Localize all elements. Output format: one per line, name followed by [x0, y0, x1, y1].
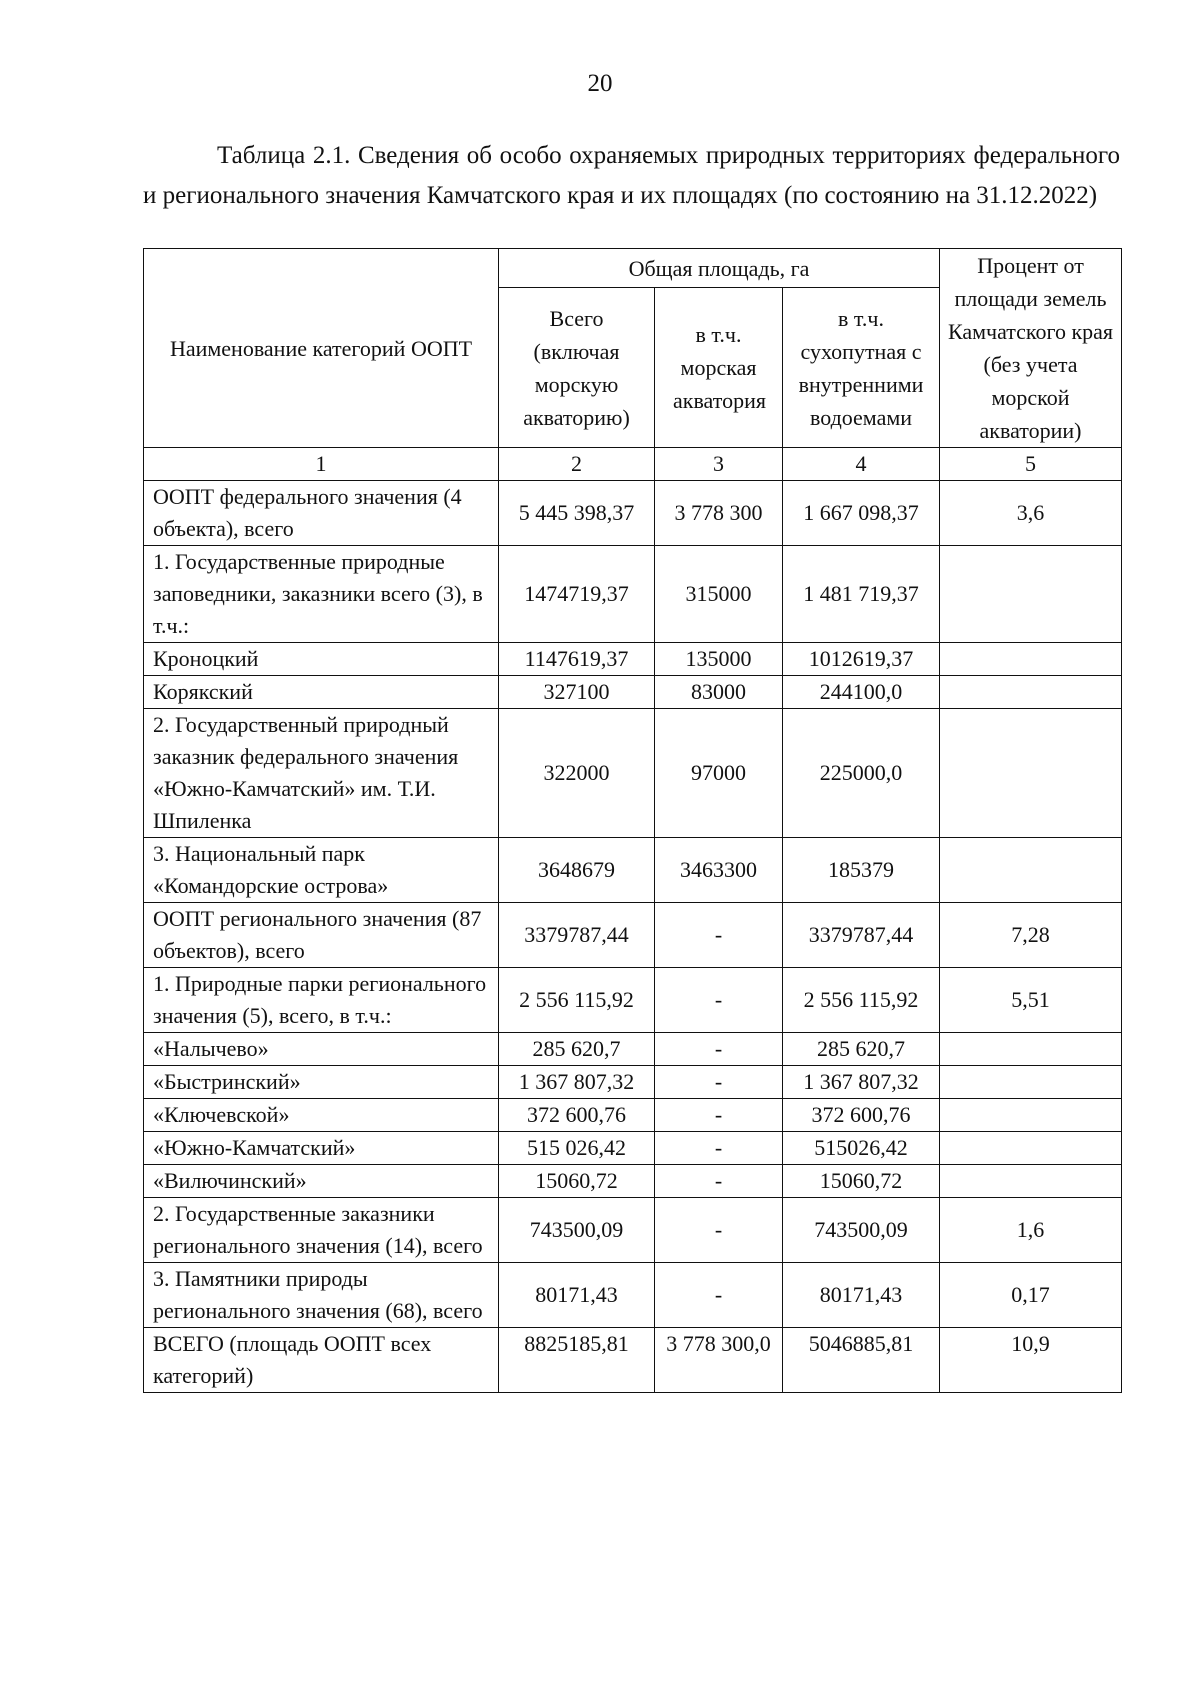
- row-marine: 3463300: [655, 838, 783, 903]
- row-land: 185379: [783, 838, 940, 903]
- row-percent: [940, 1033, 1122, 1066]
- table-row: [144, 546, 1122, 643]
- row-percent: 1,6: [940, 1198, 1122, 1263]
- column-number: 2: [499, 448, 655, 481]
- row-percent: [940, 1066, 1122, 1099]
- row-land: 3379787,44: [783, 903, 940, 968]
- row-percent: [940, 1132, 1122, 1165]
- row-total: 322000: [499, 709, 655, 838]
- table-row: [144, 481, 1122, 546]
- row-land: 1012619,37: [783, 643, 940, 676]
- row-name: «Южно-Камчатский»: [144, 1132, 499, 1165]
- header-area-land: в т.ч. сухопутная с внутренними водоемами: [783, 288, 940, 448]
- row-marine: -: [655, 1066, 783, 1099]
- row-name: 3. Национальный парк «Командорские острова»: [144, 838, 499, 903]
- row-total: 743500,09: [499, 1198, 655, 1263]
- row-land: 515026,42: [783, 1132, 940, 1165]
- row-land: 80171,43: [783, 1263, 940, 1328]
- column-number: 4: [783, 448, 940, 481]
- row-marine: -: [655, 1132, 783, 1165]
- page-number: 20: [587, 70, 613, 97]
- table-row: [144, 1033, 1122, 1066]
- table-row: [144, 968, 1122, 1033]
- row-name: Корякский: [144, 676, 499, 709]
- row-name: Кроноцкий: [144, 643, 499, 676]
- row-marine: 97000: [655, 709, 783, 838]
- row-percent: 10,9: [940, 1328, 1122, 1393]
- row-total: 515 026,42: [499, 1132, 655, 1165]
- row-marine: -: [655, 1033, 783, 1066]
- header-category-name: Наименование категорий ООПТ: [144, 249, 499, 448]
- row-marine: 3 778 300,0: [655, 1328, 783, 1393]
- row-name: 2. Государственные заказники регионального значения (14), всего: [144, 1198, 499, 1263]
- row-land: 5046885,81: [783, 1328, 940, 1393]
- header-area-total: Всего (включая морскую акваторию): [499, 288, 655, 448]
- row-name: ООПТ регионального значения (87 объектов), всего: [144, 903, 499, 968]
- row-total: 15060,72: [499, 1165, 655, 1198]
- row-name: 3. Памятники природы регионального значения (68), всего: [144, 1263, 499, 1328]
- row-land: 1 367 807,32: [783, 1066, 940, 1099]
- row-name: 1. Природные парки регионального значения (5), всего, в т.ч.:: [144, 968, 499, 1033]
- row-land: 1 667 098,37: [783, 481, 940, 546]
- row-total: 1147619,37: [499, 643, 655, 676]
- row-marine: -: [655, 1099, 783, 1132]
- table-row: [144, 709, 1122, 838]
- row-percent: [940, 546, 1122, 643]
- table-row: [144, 1198, 1122, 1263]
- row-percent: [940, 643, 1122, 676]
- table-row: [144, 1132, 1122, 1165]
- oopt-area-table: [143, 248, 1122, 1393]
- table-row: [144, 676, 1122, 709]
- row-marine: 3 778 300: [655, 481, 783, 546]
- row-marine: 135000: [655, 643, 783, 676]
- row-marine: -: [655, 903, 783, 968]
- row-land: 372 600,76: [783, 1099, 940, 1132]
- row-percent: [940, 1165, 1122, 1198]
- row-total: 327100: [499, 676, 655, 709]
- column-number: 5: [940, 448, 1122, 481]
- row-marine: 83000: [655, 676, 783, 709]
- row-name: «Быстринский»: [144, 1066, 499, 1099]
- table-row: [144, 1263, 1122, 1328]
- table-row: [144, 643, 1122, 676]
- table-row: [144, 1099, 1122, 1132]
- row-total: 5 445 398,37: [499, 481, 655, 546]
- column-numbers-row: [144, 448, 1122, 481]
- row-marine: -: [655, 1198, 783, 1263]
- header-total-area: Общая площадь, га: [499, 249, 940, 288]
- row-percent: 5,51: [940, 968, 1122, 1033]
- row-name: 2. Государственный природный заказник федерального значения «Южно-Камчатский» им. Т.И. Шпиленка: [144, 709, 499, 838]
- row-land: 1 481 719,37: [783, 546, 940, 643]
- row-total: 285 620,7: [499, 1033, 655, 1066]
- row-name: ВСЕГО (площадь ООПТ всех категорий): [144, 1328, 499, 1393]
- row-name: «Налычево»: [144, 1033, 499, 1066]
- row-land: 285 620,7: [783, 1033, 940, 1066]
- row-percent: [940, 709, 1122, 838]
- row-name: «Ключевской»: [144, 1099, 499, 1132]
- row-marine: -: [655, 968, 783, 1033]
- column-number: 3: [655, 448, 783, 481]
- row-total: 1 367 807,32: [499, 1066, 655, 1099]
- row-percent: 7,28: [940, 903, 1122, 968]
- row-marine: -: [655, 1263, 783, 1328]
- row-land: 15060,72: [783, 1165, 940, 1198]
- row-percent: [940, 838, 1122, 903]
- row-name: «Вилючинский»: [144, 1165, 499, 1198]
- row-total: 3379787,44: [499, 903, 655, 968]
- row-land: 225000,0: [783, 709, 940, 838]
- row-land: 2 556 115,92: [783, 968, 940, 1033]
- table-row: [144, 1066, 1122, 1099]
- row-total: 2 556 115,92: [499, 968, 655, 1033]
- row-land: 244100,0: [783, 676, 940, 709]
- row-percent: 3,6: [940, 481, 1122, 546]
- column-number: 1: [144, 448, 499, 481]
- table-row: [144, 1165, 1122, 1198]
- row-total: 372 600,76: [499, 1099, 655, 1132]
- table-caption: Таблица 2.1. Сведения об особо охраняемых природных территориях федерального и регионального значения Камчатского края и их площадях (по состоянию на 31.12.2022): [143, 142, 1120, 209]
- row-name: 1. Государственные природные заповедники, заказники всего (3), в т.ч.:: [144, 546, 499, 643]
- table-row-grand-total: [144, 1328, 1122, 1393]
- table-row: [144, 903, 1122, 968]
- row-total: 80171,43: [499, 1263, 655, 1328]
- row-land: 743500,09: [783, 1198, 940, 1263]
- header-percent: Процент от площади земель Камчатского края (без учета морской акватории): [940, 249, 1122, 448]
- row-total: 3648679: [499, 838, 655, 903]
- row-name: ООПТ федерального значения (4 объекта), всего: [144, 481, 499, 546]
- row-total: 8825185,81: [499, 1328, 655, 1393]
- row-marine: -: [655, 1165, 783, 1198]
- row-percent: [940, 676, 1122, 709]
- header-area-marine: в т.ч. морская акватория: [655, 288, 783, 448]
- row-percent: 0,17: [940, 1263, 1122, 1328]
- row-total: 1474719,37: [499, 546, 655, 643]
- row-marine: 315000: [655, 546, 783, 643]
- table-row: [144, 838, 1122, 903]
- row-percent: [940, 1099, 1122, 1132]
